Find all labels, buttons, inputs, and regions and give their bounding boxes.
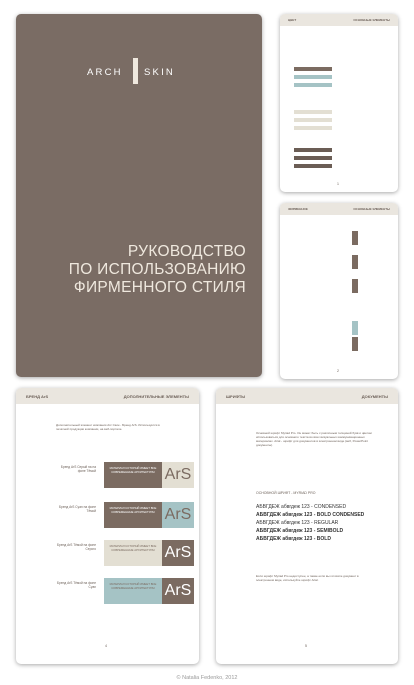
ars-mark: ArS [162,540,194,566]
ars-text: МАТЕРИАЛ КОТОРЫЙ ИМЕЕТ ВСЕ СОВРЕМЕННЫЕ АРХИТЕКТУРЫ [104,462,162,488]
color-swatch [294,110,332,114]
page-number: 1 [337,182,339,186]
brand-ars-page [16,388,199,664]
logo-left-text: ARCH [87,67,123,78]
page-number: 5 [305,644,307,648]
cover-title-line: ПО ИСПОЛЬЗОВАНИЮ [68,261,246,278]
font-sample: АБВГДЕЖ абвгдеж 123 - SEMIBOLD [256,528,344,534]
ars-row-label: Бренд ArS Серый на на фоне Тёмой [60,465,96,473]
ars-row [104,576,194,604]
color-swatch [294,164,332,168]
font-title: ОСНОВНОЙ ШРИФТ - MYRIAD PRO [256,491,316,495]
cover-title [46,243,246,297]
page-header [216,388,398,404]
ars-mark: ArS [162,502,194,528]
ars-row [104,538,194,566]
logo-variant [352,231,358,245]
color-swatch [294,126,332,130]
header-right: ОСНОВНЫЕ ЭЛЕМЕНТЫ [353,207,390,211]
fonts-intro: Основной шрифт Myriad Pro. Он может быть с различным толщиной букв и цветом использоваться для основного текста во всех визуальных коммуникационных материалах. Arial - шрифт для документов в электронном виде (веб, PowerPoint документы). [256,431,372,447]
intro-text: Дополнительный элемент компании Arс Скин - Бренд ArS. Используется в печатной продукции компании, на веб-портале. [56,423,160,431]
logo-variant [352,337,358,351]
color-page [280,14,398,192]
ars-row-label: Бренд ArS Тёмой на фоне Cyan [56,581,96,589]
ars-mark: ArS [162,462,194,488]
cover-page [16,14,262,377]
ars-row-label: Бренд ArS Cyan на фоне Тёмой [58,505,96,513]
header-right: ДОКУМЕНТЫ [361,394,388,399]
ars-mark: ArS [162,578,194,604]
page-header [280,14,398,26]
font-sample: АБВГДЕЖ абвгдеж 123 - CONDENSED [256,504,347,510]
header-left: ФИРМЕННОЕ [288,207,308,211]
arch-skin-logo [87,58,191,86]
ars-text: МАТЕРИАЛ КОТОРЫЙ ИМЕЕТ ВСЕ СОВРЕМЕННЫЕ АРХИТЕКТУРЫ [104,502,162,528]
font-sample: АБВГДЕЖ абвгдеж 123 - BOLD CONDENSED [256,512,365,518]
page-header [16,388,199,404]
color-swatch [294,83,332,87]
ars-text: МАТЕРИАЛ КОТОРЫЙ ИМЕЕТ ВСЕ СОВРЕМЕННЫЕ АРХИТЕКТУРЫ [104,578,162,604]
logo-variant [352,255,358,269]
ars-row-label: Бренд ArS Тёмой на фоне Серого [56,543,96,551]
page-number: 4 [105,644,107,648]
page-header [280,203,398,215]
copyright: © Natalia Fedenko, 2012 [176,675,238,681]
color-swatch [294,148,332,152]
color-swatch [294,156,332,160]
header-right: ДОПОЛНИТЕЛЬНЫЕ ЭЛЕМЕНТЫ [123,394,189,399]
logo-bar [133,58,138,84]
logo-variant [352,279,358,293]
header-left: ШРИФТЫ [226,394,246,399]
header-left: ЦВЕТ [288,18,297,22]
color-swatch [294,75,332,79]
ars-row [104,460,194,488]
ars-row [104,500,194,528]
color-swatch [294,67,332,71]
ars-text: МАТЕРИАЛ КОТОРЫЙ ИМЕЕТ ВСЕ СОВРЕМЕННЫЕ АРХИТЕКТУРЫ [104,540,162,566]
fonts-page [216,388,398,664]
logo-variant [352,321,358,335]
font-sample: АБВГДЕЖ абвгдеж 123 - BOLD [256,536,331,542]
cover-title-line: ФИРМЕННОГО СТИЛЯ [73,279,246,296]
logo-right-text: SKIN [144,67,175,78]
page-number: 2 [337,369,339,373]
fonts-outro: Если шрифт Myriad Pro недоступен, а также если вы готовите документ в электронном виде, используйте шрифт Arial. [256,574,359,582]
font-sample: АБВГДЕЖ абвгдеж 123 - REGULAR [256,520,339,526]
color-swatch [294,118,332,122]
cover-title-line: РУКОВОДСТВО [127,243,246,260]
header-left: БРЕНД ArS [26,394,49,399]
header-right: ОСНОВНЫЕ ЭЛЕМЕНТЫ [353,18,390,22]
logo-usage-page [280,203,398,379]
